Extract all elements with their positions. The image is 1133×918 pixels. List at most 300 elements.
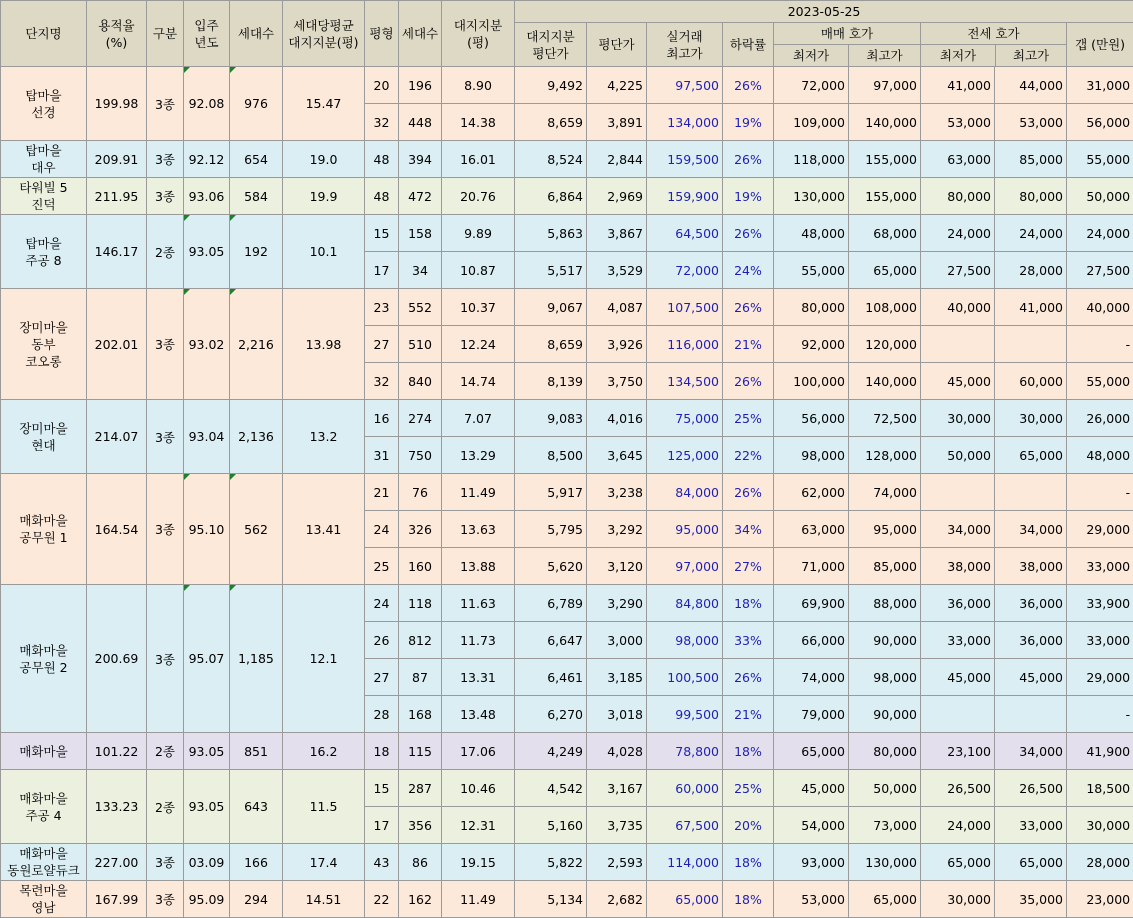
gap-cell: 29,000: [1067, 659, 1133, 696]
gap-cell: 33,000: [1067, 622, 1133, 659]
year-cell: 93.05: [184, 733, 230, 770]
far-cell: 167.99: [87, 881, 147, 918]
type-households-cell: 76: [399, 474, 442, 511]
table-row: [1, 881, 1133, 918]
land-price-cell: 9,492: [515, 67, 587, 104]
sale-max-cell: 95,000: [849, 511, 921, 548]
price-per-pyeong-cell: 4,016: [587, 400, 647, 437]
sale-min-cell: 63,000: [774, 511, 849, 548]
year-cell: 95.09: [184, 881, 230, 918]
sale-max-cell: 155,000: [849, 141, 921, 178]
households-cell: 976: [230, 67, 283, 141]
drop-rate-cell: 26%: [723, 289, 774, 326]
price-per-pyeong-cell: 4,225: [587, 67, 647, 104]
land-cell: 10.46: [442, 770, 515, 807]
drop-rate-cell: 20%: [723, 807, 774, 844]
sale-max-cell: 130,000: [849, 844, 921, 881]
type-households-cell: 812: [399, 622, 442, 659]
jeonse-max-cell: 30,000: [995, 400, 1067, 437]
real-max-cell: 100,500: [647, 659, 723, 696]
type-households-cell: 356: [399, 807, 442, 844]
type-cell: 15: [365, 770, 399, 807]
table-row: [1, 733, 1133, 770]
jeonse-min-cell: 33,000: [921, 622, 995, 659]
gap-cell: 24,000: [1067, 215, 1133, 252]
gap-cell: 29,000: [1067, 511, 1133, 548]
jeonse-min-cell: 53,000: [921, 104, 995, 141]
table-row: [1, 770, 1133, 807]
sale-max-cell: 73,000: [849, 807, 921, 844]
avg-land-cell: 13.41: [283, 474, 365, 585]
land-cell: 7.07: [442, 400, 515, 437]
land-price-cell: 8,139: [515, 363, 587, 400]
jeonse-max-cell: 45,000: [995, 659, 1067, 696]
type-households-cell: 115: [399, 733, 442, 770]
real-max-cell: 159,500: [647, 141, 723, 178]
land-price-cell: 5,917: [515, 474, 587, 511]
header-land: [442, 1, 515, 67]
drop-rate-cell: 26%: [723, 215, 774, 252]
sale-max-cell: 68,000: [849, 215, 921, 252]
gap-cell: 55,000: [1067, 141, 1133, 178]
land-price-cell: 6,789: [515, 585, 587, 622]
jeonse-max-cell: 85,000: [995, 141, 1067, 178]
avg-land-cell: 19.0: [283, 141, 365, 178]
drop-rate-cell: 19%: [723, 104, 774, 141]
zone-cell: 3종: [147, 141, 184, 178]
drop-rate-cell: 33%: [723, 622, 774, 659]
land-cell: 20.76: [442, 178, 515, 215]
header-price-per-pyeong: 평단가: [587, 23, 647, 67]
header-land-text: 대지지분 (평): [454, 18, 502, 50]
sale-max-cell: 98,000: [849, 659, 921, 696]
header-zone: 구분: [147, 1, 184, 67]
real-max-cell: 72,000: [647, 252, 723, 289]
jeonse-min-cell: 63,000: [921, 141, 995, 178]
price-per-pyeong-cell: 3,750: [587, 363, 647, 400]
jeonse-max-cell: [995, 474, 1067, 511]
real-max-cell: 98,000: [647, 622, 723, 659]
real-max-cell: 75,000: [647, 400, 723, 437]
drop-rate-cell: 26%: [723, 659, 774, 696]
land-cell: 10.87: [442, 252, 515, 289]
jeonse-min-cell: [921, 696, 995, 733]
type-cell: 43: [365, 844, 399, 881]
type-cell: 26: [365, 622, 399, 659]
land-cell: 14.74: [442, 363, 515, 400]
jeonse-max-cell: 80,000: [995, 178, 1067, 215]
households-cell: 654: [230, 141, 283, 178]
avg-land-cell: 13.2: [283, 400, 365, 474]
header-real-max: [647, 23, 723, 67]
year-cell: 93.05: [184, 770, 230, 844]
price-per-pyeong-cell: 3,645: [587, 437, 647, 474]
gap-cell: 33,000: [1067, 548, 1133, 585]
jeonse-max-cell: 36,000: [995, 585, 1067, 622]
gap-cell: 48,000: [1067, 437, 1133, 474]
year-cell: 93.02: [184, 289, 230, 400]
jeonse-min-cell: 45,000: [921, 659, 995, 696]
header-jeonse-min: 최저가: [921, 45, 996, 66]
header-type-households: 세대수: [399, 1, 442, 67]
jeonse-max-cell: 65,000: [995, 844, 1067, 881]
land-price-cell: 5,795: [515, 511, 587, 548]
year-cell: 93.05: [184, 215, 230, 289]
real-max-cell: 99,500: [647, 696, 723, 733]
jeonse-min-cell: 80,000: [921, 178, 995, 215]
jeonse-max-cell: 28,000: [995, 252, 1067, 289]
land-price-cell: 6,461: [515, 659, 587, 696]
type-cell: 23: [365, 289, 399, 326]
gap-cell: 56,000: [1067, 104, 1133, 141]
jeonse-min-cell: 30,000: [921, 881, 995, 918]
price-per-pyeong-cell: 3,167: [587, 770, 647, 807]
jeonse-max-cell: 60,000: [995, 363, 1067, 400]
land-price-cell: 8,659: [515, 326, 587, 363]
header-jeonse-sub: [921, 45, 1066, 66]
gap-cell: 31,000: [1067, 67, 1133, 104]
drop-rate-cell: 21%: [723, 326, 774, 363]
real-max-cell: 114,000: [647, 844, 723, 881]
jeonse-max-cell: 53,000: [995, 104, 1067, 141]
jeonse-max-cell: 41,000: [995, 289, 1067, 326]
drop-rate-cell: 26%: [723, 141, 774, 178]
zone-cell: 3종: [147, 178, 184, 215]
sale-max-cell: 140,000: [849, 104, 921, 141]
type-households-cell: 168: [399, 696, 442, 733]
far-cell: 164.54: [87, 474, 147, 585]
table-body: [1, 67, 1133, 918]
households-cell: 851: [230, 733, 283, 770]
land-price-cell: 6,647: [515, 622, 587, 659]
land-cell: 11.49: [442, 474, 515, 511]
type-households-cell: 87: [399, 659, 442, 696]
complex-name-cell: 매화마을 동원로얄듀크: [1, 844, 87, 881]
jeonse-min-cell: 23,100: [921, 733, 995, 770]
gap-cell: -: [1067, 696, 1133, 733]
table-row: [1, 141, 1133, 178]
price-per-pyeong-cell: 3,529: [587, 252, 647, 289]
header-year-text: 입주 년도: [194, 18, 218, 50]
jeonse-min-cell: [921, 326, 995, 363]
land-price-cell: 5,822: [515, 844, 587, 881]
sale-max-cell: 65,000: [849, 881, 921, 918]
drop-rate-cell: 26%: [723, 363, 774, 400]
jeonse-min-cell: 27,500: [921, 252, 995, 289]
price-per-pyeong-cell: 3,018: [587, 696, 647, 733]
zone-cell: 3종: [147, 67, 184, 141]
land-price-cell: 9,083: [515, 400, 587, 437]
jeonse-min-cell: 65,000: [921, 844, 995, 881]
real-max-cell: 60,000: [647, 770, 723, 807]
type-households-cell: 158: [399, 215, 442, 252]
far-cell: 101.22: [87, 733, 147, 770]
avg-land-cell: 16.2: [283, 733, 365, 770]
zone-cell: 3종: [147, 844, 184, 881]
land-price-cell: 8,659: [515, 104, 587, 141]
sale-min-cell: 118,000: [774, 141, 849, 178]
avg-land-cell: 12.1: [283, 585, 365, 733]
real-max-cell: 84,800: [647, 585, 723, 622]
drop-rate-cell: 22%: [723, 437, 774, 474]
type-households-cell: 750: [399, 437, 442, 474]
type-cell: 48: [365, 178, 399, 215]
year-cell: 95.07: [184, 585, 230, 733]
table-row: [1, 474, 1133, 511]
type-cell: 17: [365, 252, 399, 289]
table-row: [1, 67, 1133, 104]
sale-max-cell: 128,000: [849, 437, 921, 474]
land-cell: 17.06: [442, 733, 515, 770]
land-cell: 16.01: [442, 141, 515, 178]
sale-max-cell: 97,000: [849, 67, 921, 104]
price-per-pyeong-cell: 4,028: [587, 733, 647, 770]
land-price-cell: 4,249: [515, 733, 587, 770]
sale-min-cell: 54,000: [774, 807, 849, 844]
jeonse-max-cell: 44,000: [995, 67, 1067, 104]
drop-rate-cell: 34%: [723, 511, 774, 548]
real-max-cell: 159,900: [647, 178, 723, 215]
header-jeonse-max: 최고가: [996, 45, 1066, 66]
real-max-cell: 95,000: [647, 511, 723, 548]
drop-rate-cell: 26%: [723, 474, 774, 511]
sale-max-cell: 90,000: [849, 696, 921, 733]
gap-cell: 30,000: [1067, 807, 1133, 844]
land-price-cell: 8,524: [515, 141, 587, 178]
jeonse-max-cell: 34,000: [995, 511, 1067, 548]
land-cell: 12.31: [442, 807, 515, 844]
price-per-pyeong-cell: 2,593: [587, 844, 647, 881]
type-households-cell: 86: [399, 844, 442, 881]
real-max-cell: 78,800: [647, 733, 723, 770]
sale-max-cell: 90,000: [849, 622, 921, 659]
far-cell: 146.17: [87, 215, 147, 289]
land-cell: 13.29: [442, 437, 515, 474]
type-households-cell: 196: [399, 67, 442, 104]
gap-cell: 28,000: [1067, 844, 1133, 881]
zone-cell: 3종: [147, 289, 184, 400]
sale-min-cell: 79,000: [774, 696, 849, 733]
jeonse-max-cell: [995, 696, 1067, 733]
jeonse-min-cell: 30,000: [921, 400, 995, 437]
type-households-cell: 552: [399, 289, 442, 326]
real-max-cell: 134,500: [647, 363, 723, 400]
sale-max-cell: 155,000: [849, 178, 921, 215]
header-date: 2023-05-25: [515, 1, 1133, 23]
zone-cell: 3종: [147, 585, 184, 733]
type-cell: 24: [365, 511, 399, 548]
gap-cell: -: [1067, 326, 1133, 363]
sale-min-cell: 56,000: [774, 400, 849, 437]
header-avg-land: [283, 1, 365, 67]
far-cell: 200.69: [87, 585, 147, 733]
drop-rate-cell: 21%: [723, 696, 774, 733]
households-cell: 643: [230, 770, 283, 844]
drop-rate-cell: 18%: [723, 733, 774, 770]
table-row: [1, 585, 1133, 622]
households-cell: 166: [230, 844, 283, 881]
gap-cell: 33,900: [1067, 585, 1133, 622]
land-cell: 11.49: [442, 881, 515, 918]
header-avg-land-text: 세대당평균 대지지분(평): [288, 18, 358, 50]
price-per-pyeong-cell: 3,238: [587, 474, 647, 511]
sale-min-cell: 80,000: [774, 289, 849, 326]
price-per-pyeong-cell: 2,969: [587, 178, 647, 215]
land-price-cell: 5,134: [515, 881, 587, 918]
type-households-cell: 472: [399, 178, 442, 215]
type-households-cell: 394: [399, 141, 442, 178]
jeonse-min-cell: 26,500: [921, 770, 995, 807]
land-cell: 13.88: [442, 548, 515, 585]
type-cell: 21: [365, 474, 399, 511]
zone-cell: 2종: [147, 770, 184, 844]
header-far-text: 용적율 (%): [98, 18, 134, 50]
type-households-cell: 448: [399, 104, 442, 141]
header-sale-title: 매매 호가: [774, 23, 920, 45]
header-jeonse-group: [921, 23, 1067, 67]
far-cell: 202.01: [87, 289, 147, 400]
real-max-cell: 64,500: [647, 215, 723, 252]
sale-min-cell: 71,000: [774, 548, 849, 585]
drop-rate-cell: 18%: [723, 844, 774, 881]
real-max-cell: 97,000: [647, 548, 723, 585]
jeonse-min-cell: 38,000: [921, 548, 995, 585]
header-sale-min: 최저가: [774, 45, 849, 66]
real-max-cell: 107,500: [647, 289, 723, 326]
header-land-price: [515, 23, 587, 67]
complex-name-cell: 매화마을 공무원 2: [1, 585, 87, 733]
complex-name-cell: 탑마을 대우: [1, 141, 87, 178]
land-cell: 19.15: [442, 844, 515, 881]
type-cell: 15: [365, 215, 399, 252]
price-per-pyeong-cell: 2,844: [587, 141, 647, 178]
sale-max-cell: 74,000: [849, 474, 921, 511]
type-households-cell: 326: [399, 511, 442, 548]
real-max-cell: 84,000: [647, 474, 723, 511]
far-cell: 199.98: [87, 67, 147, 141]
sale-min-cell: 130,000: [774, 178, 849, 215]
gap-cell: 50,000: [1067, 178, 1133, 215]
sale-min-cell: 45,000: [774, 770, 849, 807]
far-cell: 211.95: [87, 178, 147, 215]
type-households-cell: 162: [399, 881, 442, 918]
complex-name-cell: 장미마을 현대: [1, 400, 87, 474]
type-cell: 27: [365, 326, 399, 363]
real-max-cell: 65,000: [647, 881, 723, 918]
real-max-cell: 67,500: [647, 807, 723, 844]
sale-max-cell: 120,000: [849, 326, 921, 363]
jeonse-min-cell: 45,000: [921, 363, 995, 400]
far-cell: 133.23: [87, 770, 147, 844]
price-per-pyeong-cell: 4,087: [587, 289, 647, 326]
households-cell: 2,216: [230, 289, 283, 400]
complex-name-cell: 탑마을 주공 8: [1, 215, 87, 289]
jeonse-min-cell: 50,000: [921, 437, 995, 474]
gap-cell: -: [1067, 474, 1133, 511]
jeonse-min-cell: 34,000: [921, 511, 995, 548]
zone-cell: 3종: [147, 881, 184, 918]
type-cell: 27: [365, 659, 399, 696]
sale-min-cell: 53,000: [774, 881, 849, 918]
land-cell: 14.38: [442, 104, 515, 141]
land-cell: 9.89: [442, 215, 515, 252]
type-cell: 25: [365, 548, 399, 585]
jeonse-min-cell: [921, 474, 995, 511]
price-per-pyeong-cell: 3,290: [587, 585, 647, 622]
price-per-pyeong-cell: 3,120: [587, 548, 647, 585]
land-price-cell: 8,500: [515, 437, 587, 474]
sale-min-cell: 92,000: [774, 326, 849, 363]
type-households-cell: 274: [399, 400, 442, 437]
complex-name-cell: 탑마을 선경: [1, 67, 87, 141]
households-cell: 192: [230, 215, 283, 289]
price-per-pyeong-cell: 3,292: [587, 511, 647, 548]
avg-land-cell: 13.98: [283, 289, 365, 400]
sale-min-cell: 62,000: [774, 474, 849, 511]
year-cell: 93.04: [184, 400, 230, 474]
year-cell: 92.12: [184, 141, 230, 178]
gap-cell: 18,500: [1067, 770, 1133, 807]
jeonse-min-cell: 40,000: [921, 289, 995, 326]
avg-land-cell: 11.5: [283, 770, 365, 844]
zone-cell: 2종: [147, 733, 184, 770]
real-max-cell: 116,000: [647, 326, 723, 363]
sale-min-cell: 55,000: [774, 252, 849, 289]
year-cell: 95.10: [184, 474, 230, 585]
sale-min-cell: 93,000: [774, 844, 849, 881]
drop-rate-cell: 27%: [723, 548, 774, 585]
jeonse-min-cell: 36,000: [921, 585, 995, 622]
type-households-cell: 510: [399, 326, 442, 363]
land-cell: 11.73: [442, 622, 515, 659]
drop-rate-cell: 18%: [723, 585, 774, 622]
drop-rate-cell: 25%: [723, 400, 774, 437]
drop-rate-cell: 25%: [723, 770, 774, 807]
complex-name-cell: 매화마을: [1, 733, 87, 770]
price-per-pyeong-cell: 2,682: [587, 881, 647, 918]
price-per-pyeong-cell: 3,185: [587, 659, 647, 696]
table-row: [1, 400, 1133, 437]
header-drop: 하락률: [723, 23, 774, 67]
avg-land-cell: 17.4: [283, 844, 365, 881]
land-cell: 11.63: [442, 585, 515, 622]
type-households-cell: 34: [399, 252, 442, 289]
land-price-cell: 5,517: [515, 252, 587, 289]
header-type: 평형: [365, 1, 399, 67]
households-cell: 562: [230, 474, 283, 585]
drop-rate-cell: 24%: [723, 252, 774, 289]
land-price-cell: 6,864: [515, 178, 587, 215]
drop-rate-cell: 26%: [723, 67, 774, 104]
complex-name-cell: 매화마을 공무원 1: [1, 474, 87, 585]
avg-land-cell: 15.47: [283, 67, 365, 141]
header-far: [87, 1, 147, 67]
jeonse-max-cell: 34,000: [995, 733, 1067, 770]
type-cell: 22: [365, 881, 399, 918]
far-cell: 227.00: [87, 844, 147, 881]
price-per-pyeong-cell: 3,926: [587, 326, 647, 363]
type-cell: 17: [365, 807, 399, 844]
table-row: [1, 289, 1133, 326]
sale-min-cell: 100,000: [774, 363, 849, 400]
sale-min-cell: 109,000: [774, 104, 849, 141]
jeonse-max-cell: 33,000: [995, 807, 1067, 844]
zone-cell: 2종: [147, 215, 184, 289]
avg-land-cell: 14.51: [283, 881, 365, 918]
header-sale-group: [774, 23, 921, 67]
far-cell: 214.07: [87, 400, 147, 474]
price-per-pyeong-cell: 3,735: [587, 807, 647, 844]
